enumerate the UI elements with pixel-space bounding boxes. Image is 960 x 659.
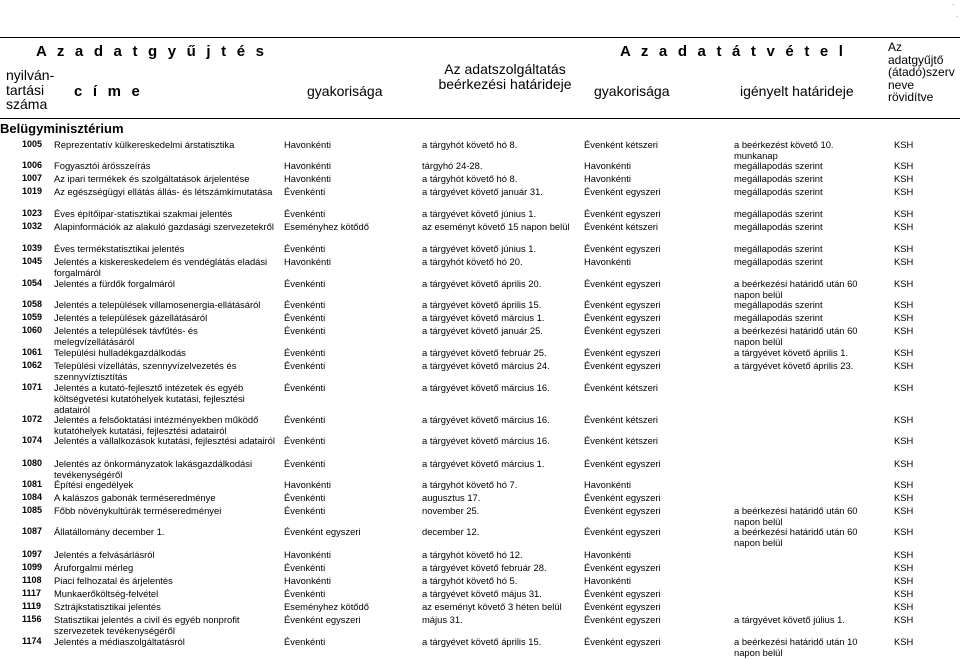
record-number: 1032 [22,221,43,231]
record-requested-deadline: megállapodás szerint [734,243,823,254]
record-title: Jelentés a médiaszolgáltatásról [54,636,185,647]
record-submission-deadline: a tárgyévet követő március 1. [422,312,545,323]
department-heading: Belügyminisztérium [0,121,124,136]
record-collecting-body: KSH [894,549,914,560]
header-record-number-line-2: tartási [6,81,45,98]
record-submission-deadline: május 31. [422,614,463,625]
record-title: Sztrájkstatisztikai jelentés [54,601,161,612]
record-title: Települési vízellátás, szennyvízelvezetés és szennyvíztisztítás [54,360,237,382]
corner-mark-top: . [952,0,954,7]
record-frequency: Évenkénti [284,360,326,371]
record-receipt-frequency: Évenként kétszeri [584,414,658,425]
record-title: Jelentés az önkormányzatok lakásgazdálkodási tevékenységéről [54,458,253,480]
record-submission-deadline: tárgyhó 24-28. [422,160,483,171]
record-requested-deadline: a tárgyévet követő július 1. [734,614,845,625]
record-number: 1072 [22,414,43,424]
record-frequency: Eseményhez kötődő [284,601,369,612]
record-number: 1059 [22,312,43,322]
record-submission-deadline: a tárgyévet követő június 1. [422,208,537,219]
record-frequency: Havonkénti [284,479,331,490]
record-title: Éves építőipar-statisztikai szakmai jelentés [54,208,233,219]
record-title: Az ipari termékek és szolgáltatások árjelentése [54,173,250,184]
record-receipt-frequency: Évenként egyszeri [584,614,661,625]
record-receipt-frequency: Évenként egyszeri [584,492,661,503]
record-number: 1071 [22,382,43,392]
record-title: Áruforgalmi mérleg [54,562,134,573]
record-receipt-frequency: Évenként kétszeri [584,382,658,393]
record-receipt-frequency: Évenként egyszeri [584,299,661,310]
record-requested-deadline: megállapodás szerint [734,221,823,232]
record-receipt-frequency: Évenként egyszeri [584,243,661,254]
record-frequency: Évenkénti [284,505,326,516]
record-number: 1023 [22,208,43,218]
record-title: Az egészségügyi ellátás állás- és létszámkimutatása [54,186,273,197]
record-title: Éves termékstatisztikai jelentés [54,243,185,254]
record-title: Statisztikai jelentés a civil és egyéb nonprofit szervezetek tevékenységéről [54,614,240,636]
header-collecting-body-line-2: adatgyűjtő [888,52,944,67]
record-number: 1097 [22,549,43,559]
record-number: 1084 [22,492,43,502]
record-submission-deadline: a tárgyévet követő január 31. [422,186,543,197]
record-receipt-frequency: Évenként kétszeri [584,435,658,446]
record-title: A kalászos gabonák terméseredménye [54,492,216,503]
record-number: 1005 [22,139,43,149]
record-submission-deadline: augusztus 17. [422,492,481,503]
record-submission-deadline: a tárgyévet követő február 25. [422,347,547,358]
record-receipt-frequency: Évenként kétszeri [584,221,658,232]
record-title: Jelentés a települések villamosenergia-ellátásáról [54,299,261,310]
record-requested-deadline: megállapodás szerint [734,173,823,184]
record-frequency: Évenkénti [284,588,326,599]
record-number: 1058 [22,299,43,309]
record-title: Jelentés a kutató-fejlesztő intézetek és egyéb költségvetési kutatóhelyek kutatási, fejlesztési adatairól [54,382,245,415]
record-receipt-frequency: Évenként egyszeri [584,505,661,516]
record-frequency: Évenként egyszeri [284,614,361,625]
record-collecting-body: KSH [894,299,914,310]
record-collecting-body: KSH [894,312,914,323]
record-receipt-frequency: Havonkénti [584,549,631,560]
record-collecting-body: KSH [894,186,914,197]
record-number: 1061 [22,347,43,357]
record-number: 1085 [22,505,43,515]
record-submission-deadline: a tárgyévet követő június 1. [422,243,537,254]
record-requested-deadline: megállapodás szerint [734,312,823,323]
record-submission-deadline: a tárgyhót követő hó 20. [422,256,523,267]
header-submission-deadline-line-1: Az adatszolgáltatás [444,61,566,77]
record-submission-deadline: a tárgyhót követő hó 7. [422,479,518,490]
record-number: 1006 [22,160,43,170]
record-title: Jelentés a kiskereskedelem és vendéglátás eladási forgalmáról [54,256,268,278]
record-submission-deadline: december 12. [422,526,480,537]
record-receipt-frequency: Évenként egyszeri [584,588,661,599]
record-submission-deadline: az eseményt követő 3 héten belül [422,601,562,612]
record-frequency: Évenkénti [284,414,326,425]
record-receipt-frequency: Havonkénti [584,160,631,171]
record-receipt-frequency: Évenként egyszeri [584,208,661,219]
record-frequency: Havonkénti [284,139,331,150]
record-receipt-frequency: Évenként egyszeri [584,325,661,336]
record-requested-deadline: megállapodás szerint [734,256,823,267]
header-collecting-body-line-5: rövidítve [888,90,934,105]
record-collecting-body: KSH [894,614,914,625]
record-frequency: Évenként egyszeri [284,526,361,537]
record-requested-deadline: megállapodás szerint [734,208,823,219]
record-frequency: Évenkénti [284,435,326,446]
record-number: 1087 [22,526,43,536]
header-collecting-body-line-1: Az [888,40,903,54]
record-collecting-body: KSH [894,414,914,425]
header-collection-name: c í m e [74,83,144,100]
record-collecting-body: KSH [894,636,914,647]
record-collecting-body: KSH [894,562,914,573]
header-submission-deadline-line-2: beérkezési határideje [438,75,572,92]
record-collecting-body: KSH [894,526,914,537]
record-receipt-frequency: Évenként egyszeri [584,186,661,197]
header-receipt-frequency: gyakorisága [594,83,670,99]
record-number: 1156 [22,614,42,624]
record-submission-deadline: a tárgyévet követő március 1. [422,458,545,469]
record-frequency: Évenkénti [284,299,326,310]
record-frequency: Évenkénti [284,458,326,469]
record-submission-deadline: a tárgyhót követő hó 12. [422,549,523,560]
record-title: Települési hulladékgazdálkodás [54,347,186,358]
record-frequency: Eseményhez kötődő [284,221,369,232]
record-requested-deadline: a beérkezési határidő után 60 napon belül [734,505,858,527]
record-receipt-frequency: Havonkénti [584,479,631,490]
record-collecting-body: KSH [894,173,914,184]
record-receipt-frequency: Évenként egyszeri [584,360,661,371]
record-receipt-frequency: Évenként kétszeri [584,139,658,150]
record-submission-deadline: a tárgyévet követő március 16. [422,414,550,425]
record-title: Reprezentatív külkereskedelmi árstatisztika [54,139,235,150]
header-frequency: gyakorisága [307,83,383,99]
record-collecting-body: KSH [894,243,914,254]
record-receipt-frequency: Havonkénti [584,575,631,586]
record-submission-deadline: az eseményt követő 15 napon belül [422,221,570,232]
record-collecting-body: KSH [894,588,914,599]
record-number: 1019 [22,186,43,196]
record-title: Jelentés a települések gázellátásáról [54,312,208,323]
record-frequency: Évenkénti [284,186,326,197]
record-number: 1054 [22,278,43,288]
record-receipt-frequency: Havonkénti [584,173,631,184]
record-title: Főbb növénykultúrák terméseredményei [54,505,222,516]
record-submission-deadline: november 25. [422,505,480,516]
record-submission-deadline: a tárgyévet követő március 16. [422,435,550,446]
record-requested-deadline: a beérkezési határidő után 60 napon belül [734,278,858,300]
record-receipt-frequency: Havonkénti [584,256,631,267]
record-number: 1007 [22,173,43,183]
record-number: 1062 [22,360,43,370]
record-collecting-body: KSH [894,139,914,150]
record-title: Fogyasztói árösszeírás [54,160,151,171]
header-collection-title: A z a d a t g y ű j t é s [36,43,268,60]
record-receipt-frequency: Évenként egyszeri [584,278,661,289]
record-submission-deadline: a tárgyévet követő február 28. [422,562,547,573]
record-frequency: Évenkénti [284,382,326,393]
record-collecting-body: KSH [894,256,914,267]
record-frequency: Havonkénti [284,160,331,171]
record-number: 1045 [22,256,43,266]
record-submission-deadline: a tárgyévet követő március 16. [422,382,550,393]
record-collecting-body: KSH [894,458,914,469]
record-number: 1108 [22,575,42,585]
record-submission-deadline: a tárgyévet követő április 15. [422,299,542,310]
record-requested-deadline: a beérkezést követő 10. munkanap [734,139,834,161]
record-title: Alapinformációk az alakuló gazdasági szervezetekről [54,221,274,232]
record-requested-deadline: a tárgyévet követő április 1. [734,347,849,358]
record-submission-deadline: a tárgyhót követő hó 8. [422,173,518,184]
record-collecting-body: KSH [894,435,914,446]
record-frequency: Évenkénti [284,636,326,647]
record-frequency: Évenkénti [284,562,326,573]
record-title: Építési engedélyek [54,479,134,490]
record-receipt-frequency: Évenként egyszeri [584,458,661,469]
header-collecting-body-line-3: (átadó)szerv [888,65,955,80]
record-number: 1074 [22,435,43,445]
record-requested-deadline: megállapodás szerint [734,160,823,171]
record-requested-deadline: a beérkezési határidő után 60 napon belül [734,325,858,347]
record-receipt-frequency: Évenként egyszeri [584,562,661,573]
record-collecting-body: KSH [894,221,914,232]
record-title: Jelentés a felvásárlásról [54,549,155,560]
record-receipt-frequency: Évenként egyszeri [584,636,661,647]
record-frequency: Havonkénti [284,575,331,586]
record-submission-deadline: a tárgyévet követő április 20. [422,278,542,289]
record-collecting-body: KSH [894,347,914,358]
record-title: Jelentés a települések távfűtés- és melegvízellátásáról [54,325,198,347]
record-collecting-body: KSH [894,479,914,490]
record-collecting-body: KSH [894,492,914,503]
record-requested-deadline: a tárgyévet követő április 23. [734,360,854,371]
record-submission-deadline: a tárgyévet követő január 25. [422,325,543,336]
header-record-number-line-3: száma [6,96,48,113]
record-title: Jelentés a fürdők forgalmáról [54,278,175,289]
header-collecting-body-line-4: neve [888,77,915,92]
record-frequency: Évenkénti [284,325,326,336]
record-receipt-frequency: Évenként egyszeri [584,526,661,537]
record-title: Jelentés a vállalkozások kutatási, fejlesztési adatairól [54,435,275,446]
header-record-number-line-1: nyilván- [6,67,55,83]
record-number: 1174 [22,636,42,646]
record-collecting-body: KSH [894,160,914,171]
record-frequency: Évenkénti [284,312,326,323]
header-data-receipt: A z a d a t á t v é t e l [620,43,847,60]
record-frequency: Évenkénti [284,208,326,219]
record-frequency: Évenkénti [284,278,326,289]
record-collecting-body: KSH [894,382,914,393]
record-number: 1039 [22,243,43,253]
record-requested-deadline: a beérkezési határidő után 60 napon belül [734,526,858,548]
record-title: Állatállomány december 1. [54,526,165,537]
record-submission-deadline: a tárgyévet követő május 31. [422,588,542,599]
header-requested-deadline: igényelt határideje [740,83,854,99]
record-receipt-frequency: Évenként egyszeri [584,601,661,612]
record-submission-deadline: a tárgyévet követő április 15. [422,636,542,647]
record-collecting-body: KSH [894,325,914,336]
record-title: Jelentés a felsőoktatási intézményekben működő kutatóhelyek kutatási, fejlesztési adatairól [54,414,259,436]
record-frequency: Havonkénti [284,173,331,184]
record-collecting-body: KSH [894,278,914,289]
record-frequency: Évenkénti [284,243,326,254]
record-collecting-body: KSH [894,505,914,516]
record-number: 1060 [22,325,43,335]
record-requested-deadline: a beérkezési határidő után 10 napon belül [734,636,858,658]
record-collecting-body: KSH [894,601,914,612]
record-receipt-frequency: Évenként egyszeri [584,312,661,323]
record-collecting-body: KSH [894,360,914,371]
record-collecting-body: KSH [894,208,914,219]
record-submission-deadline: a tárgyhót követő hó 5. [422,575,518,586]
record-number: 1081 [22,479,43,489]
record-frequency: Évenkénti [284,492,326,503]
record-number: 1099 [22,562,43,572]
record-frequency: Havonkénti [284,256,331,267]
record-receipt-frequency: Évenként egyszeri [584,347,661,358]
record-submission-deadline: a tárgyhót követő hó 8. [422,139,518,150]
record-requested-deadline: megállapodás szerint [734,186,823,197]
record-number: 1117 [22,588,42,598]
corner-mark-second: . [956,12,958,19]
record-collecting-body: KSH [894,575,914,586]
record-submission-deadline: a tárgyévet követő március 24. [422,360,550,371]
record-frequency: Évenkénti [284,347,326,358]
record-title: Munkaerőköltség-felvétel [54,588,159,599]
record-frequency: Havonkénti [284,549,331,560]
record-requested-deadline: megállapodás szerint [734,299,823,310]
record-title: Piaci felhozatal és árjelentés [54,575,173,586]
record-number: 1080 [22,458,43,468]
record-number: 1119 [22,601,42,611]
